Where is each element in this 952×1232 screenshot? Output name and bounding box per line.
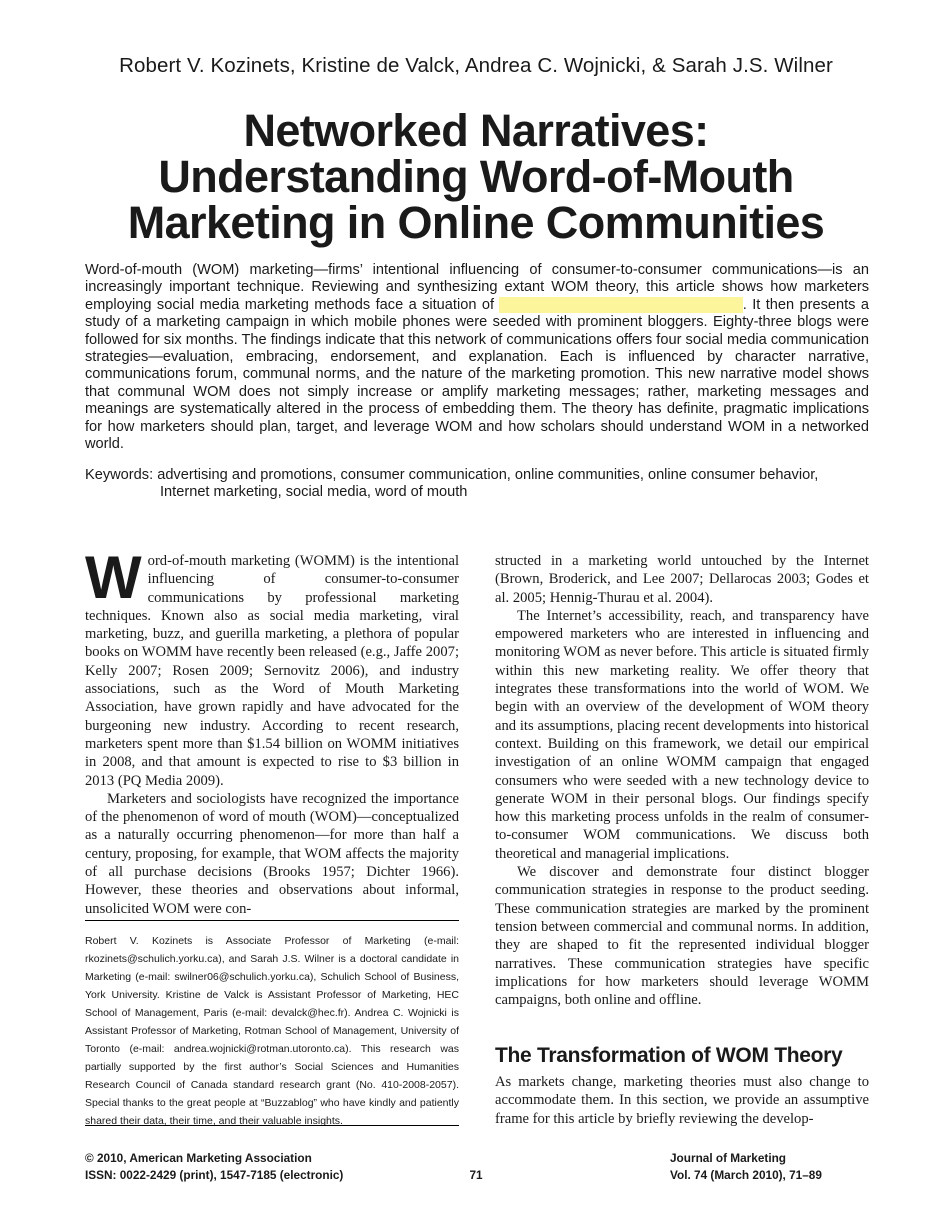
article-title [60,105,892,248]
footer-journal [670,1150,822,1184]
title-line: Understanding Word-of-Mouth [158,151,794,202]
abstract-text: Word-of-mouth (WOM) marketing—firms’ intentional influencing of consumer-to-consumer communications—is an increasingly important technique. Reviewing and synthesizing extant WOM theory, this article shows how marketers employing social media marketing methods face a situation of [85,262,869,313]
left-column [85,544,459,918]
section-paragraph: As markets change, marketing theories must also change to accommodate them. In this section, we provide an assumptive frame for this article by briefly reviewing the develop- [495,1074,869,1127]
footnote-divider [85,920,459,921]
issn-text: ISSN: 0022-2429 (print), 1547-7185 (electronic) [85,1168,344,1182]
body-paragraph: We discover and demonstrate four distinct blogger communication strategies in response to the product seeding. These communication strategies are marked by the prominent tension between commercial and communal norms. In addition, they are shaped to fit the represented individual blogger narratives. These communication strategies have specific implications for how marketers should leverage WOMM campaigns, both online and offline. [495,864,869,1009]
body-paragraph [85,544,459,790]
copyright-text: © 2010, American Marketing Association [85,1151,312,1165]
author-footnote: Robert V. Kozinets is Associate Professor of Marketing (e-mail: rkozinets@schulich.yorku.ca), and Sarah J.S. Wilner is a doctoral candidate in Marketing (e-mail: swilner06@schulich.yorku.ca), Schulich School of Business, York University. Kristine de Valck is Assistant Professor of Marketing, HEC School of Management, Paris (e-mail: devalck@hec.fr). Andrea C. Wojnicki is Assistant Professor of Marketing, Rotman School of Management, University of Toronto (e-mail: andrea.wojnicki@rotman.utoronto.ca). This research was partially supported by the first author’s Social Sciences and Humanities Research Council of Canada standard research grant (No. 410-2008-2057). Special thanks to the great people at “Buzzablog” who have kindly and patiently shared their data, their time, and their valuable insights. [85,935,459,1127]
journal-name: Journal of Marketing [670,1151,787,1165]
abstract-text: . It then presents a study of a marketing campaign in which mobile phones were seeded with prominent bloggers. Eighty-three blogs were followed for six months. The findings indicate that this network of communications offers four social media communication strategies—evaluation, embracing, endorsement, and explanation. Each is influenced by character narrative, communications forum, communal norms, and the nature of the marketing promotion. This new narrative model shows that communal WOM does not simply increase or amplify marketing messages; rather, marketing messages and meanings are systematically altered in the process of embedding them. The theory has definite, pragmatic implications for how marketers should plan, target, and leverage WOM and how scholars should understand WOM in a networked world. [85,296,869,453]
page-number: 71 [469,1168,483,1182]
footnote-bottom-divider [85,1125,459,1126]
paragraph-text: ord-of-mouth marketing (WOMM) is the intentional influencing of consumer-to-consumer communications by professional marketing techniques. Known also as social media marketing, viral marketing, buzz, and guerilla marketing, a plethora of popular books on WOMM have recently been released (e.g., Jaffe 2007; Kelly 2007; Rosen 2009; Sernovitz 2006), and industry associations, such as the Word of Mouth Marketing Association, have grown rapidly and have advocated for the burgeoning new industry. According to recent research, marketers spent more than $1.54 billion on WOMM initiatives in 2008, and that amount is expected to rise to $3 billion in 2013 (PQ Media 2009). [85,553,459,789]
right-column [495,552,869,1009]
keywords-text: Internet marketing, social media, word of mouth [160,484,468,501]
body-paragraph: The Internet’s accessibility, reach, and transparency have empowered marketers who are interested in influencing and monitoring WOM as never before. This article is situated firmly within this new marketing reality. We offer theory that integrates these transformations into the world of WOM. We begin with an overview of the development of WOM theory and its assumptions, placing recent developments into historical context. Building on this framework, we detail our empirical investigation of an online WOMM campaign that engaged consumers who were seeded with a new technology device to generate WOM in their personal blogs. Our findings specify how this marketing process unfolds in the realm of consumer-to-consumer WOM communications. We discuss both theoretical and managerial implications. [495,607,869,862]
body-paragraph: Marketers and sociologists have recognized the importance of the phenomenon of word of mouth (WOM)—conceptualized as a naturally occurring phenomenon—for more than half a century, proposing, for example, that WOM affects the majority of all purchase decisions (Brooks 1957; Dichter 1966). However, these theories and observations about informal, unsolicited WOM were con- [85,790,459,917]
title-line: Networked Narratives: [243,105,709,156]
keywords-label: Keywords: [85,467,154,483]
keywords [85,467,875,502]
body-paragraph: structed in a marketing world untouched by the Internet (Brown, Broderick, and Lee 2007; Dellarocas 2003; Godes et al. 2005; Hennig-Thurau et al. 2004). [495,553,869,606]
section-heading: The Transformation of WOM Theory [495,1044,843,1067]
journal-volume: Vol. 74 (March 2010), 71–89 [670,1168,822,1182]
title-line: Marketing in Online Communities [127,197,825,248]
keywords-text: advertising and promotions, consumer communication, online communities, online consumer behavior, [157,467,819,483]
highlighted-phrase: networked coproduction of narratives [499,296,743,313]
author-list: Robert V. Kozinets, Kristine de Valck, Andrea C. Wojnicki, & Sarah J.S. Wilner [119,54,833,77]
drop-cap: W [85,544,142,611]
abstract [85,262,869,453]
